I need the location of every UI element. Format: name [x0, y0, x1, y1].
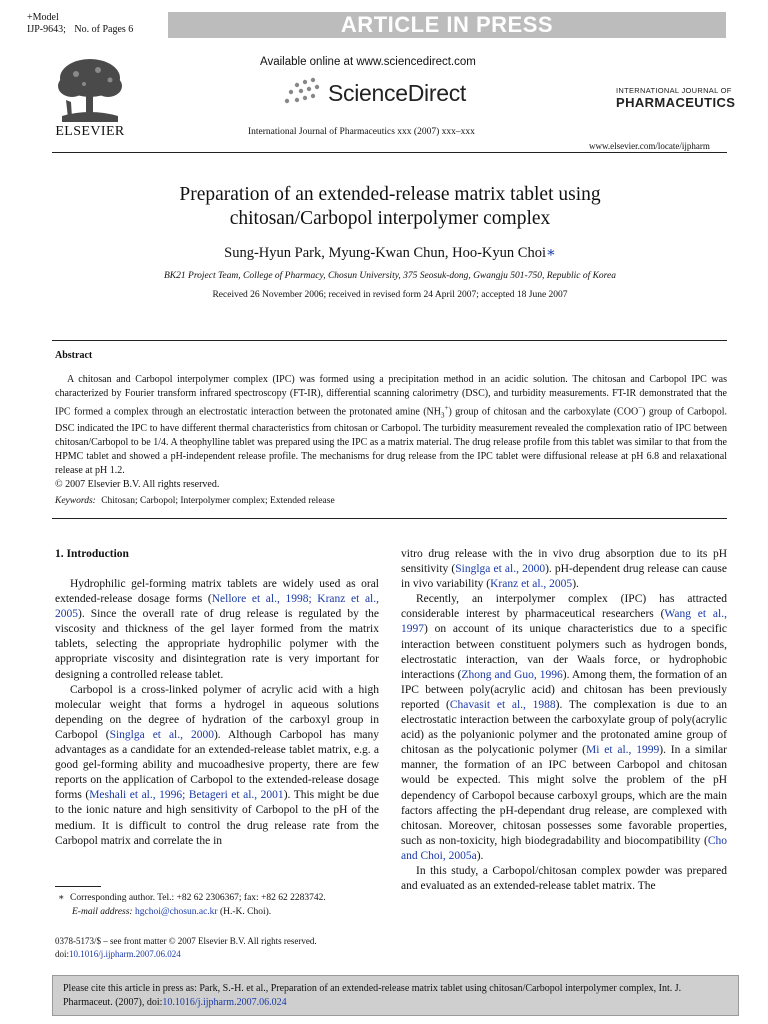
journal-logo-main: PHARMACEUTICS — [616, 95, 736, 110]
text: ). Among them, the formation of an IPC between poly(acrylic acid) and chitosan has been previously reported ( — [401, 668, 728, 711]
text: ). This might be due to the ionic nature and high sensitivity of Carbopol to the pH of the medium. It is difficult to control the drug release rate from the Carbopol matrix and correlate the in — [55, 789, 379, 847]
email-footnote — [72, 905, 271, 919]
article-id-line — [27, 24, 133, 36]
article-meta — [27, 12, 133, 36]
reference-link[interactable]: Wang et al., 1997 — [401, 608, 727, 636]
footnote-mark: ∗ — [58, 893, 65, 903]
journal-citation-line: International Journal of Pharmaceutics xxx (2007) xxx–xxx — [248, 127, 475, 137]
abstract-text-3: ) group of Carbopol. DSC indicated the IPC to have different thermal characteristics from chitosan or Carbopol. The turbidity measurement revealed the complexation ratio of IPC between chitosan/Carbopol to be 1/4. A theophylline tablet was prepared using the IPC as a matrix material. The drug release profile from this tablet was similar to that from the HPMC tablet and showed a pH-independent release profile. The mechanisms for drug release from the IPC tablet were diffusional release at pH 6.8 and relaxational release at pH 1.2. — [55, 406, 727, 477]
abstract-sup-minus: − — [638, 404, 643, 412]
doi-line — [55, 948, 181, 961]
left-column — [55, 577, 379, 849]
article-id: IJP-9643; — [27, 24, 66, 35]
title-line-1: Preparation of an extended-release matrix tablet using — [179, 184, 601, 205]
text: vitro drug release with the in vivo drug absorption due to its pH sensitivity ( — [401, 548, 727, 576]
journal-url[interactable]: www.elsevier.com/locate/ijpharm — [589, 141, 710, 151]
text: ). Although Carbopol has many advantages as a candidate for an extended-release tablet matrix, e.g. a good gel-forming ability and mucoadhesive property, there are few reports on the application of Carbopol to the extended-release dosage forms ( — [55, 728, 379, 802]
email-label: E-mail address: — [72, 907, 133, 917]
section-heading-introduction: 1. Introduction — [55, 548, 129, 560]
text: ). pH-dependent drug release can cause in vivo variability ( — [401, 563, 727, 591]
reference-link[interactable]: Kranz et al., 2005 — [490, 578, 573, 591]
email-name: (H.-K. Choi). — [219, 907, 272, 917]
text: Hydrophilic gel-forming matrix tablets are widely used as oral extended-release dosage forms ( — [55, 578, 379, 606]
corresponding-author-mark[interactable]: ∗ — [545, 245, 556, 261]
reference-link[interactable]: Mi et al., 1999 — [586, 744, 660, 757]
text: ). — [476, 849, 484, 862]
journal-logo-top: INTERNATIONAL JOURNAL OF — [616, 86, 732, 95]
author-list — [90, 245, 690, 262]
text: ). Since the overall rate of drug release is regulated by the viscosity and thickness of the gel layer formed from the matrix tablets, selecting the appropriate hydrophilic polymer with the appropriate viscosity and disintegration rate is very important for designing a controlled release tablet. — [55, 608, 379, 681]
paragraph: In this study, a Carbopol/chitosan complex powder was prepared and evaluated as an extended-release tablet matrix. The — [401, 864, 727, 893]
right-column — [401, 547, 727, 894]
citation-box — [52, 975, 739, 1016]
reference-link[interactable]: Nellore et al., 1998; Kranz et al., 2005 — [55, 593, 379, 621]
paragraph-continued — [401, 547, 727, 592]
footnote-corresponding: Corresponding author. Tel.: +82 62 2306367; fax: +82 62 2283742. — [70, 893, 326, 903]
page-count: No. of Pages 6 — [74, 24, 134, 35]
model-label: +Model — [27, 12, 59, 23]
front-matter-line: 0378-5173/$ – see front matter © 2007 Elsevier B.V. All rights reserved. — [55, 936, 317, 946]
corresponding-footnote — [58, 891, 326, 905]
text: Recently, an interpolymer complex (IPC) has attracted considerable interest by pharmaceutical researchers ( — [401, 593, 727, 621]
elsevier-tree-logo — [52, 56, 128, 124]
copyright: © 2007 Elsevier B.V. All rights reserved. — [55, 479, 220, 491]
authors-text: Sung-Hyun Park, Myung-Kwan Chun, Hoo-Kyun Choi — [224, 245, 546, 261]
article-title — [90, 183, 690, 231]
abstract-text-1: A chitosan and Carbopol interpolymer complex (IPC) was formed using a precipitation method in an acidic solution. The chitosan and Carbopol IPC was characterized by Fourier transform infrared spectroscopy (FT-IR), differential scanning calorimetry (DSC), and turbidity measurements. FT-IR demonstrated that the IPC formed a complex through an electrostatic interaction between the protonated amine (NH — [55, 374, 727, 418]
keywords-label: Keywords: — [55, 496, 96, 506]
doi-label: doi: — [55, 949, 70, 959]
text: ) on account of its unique characteristics due to a specific interaction between constituent polymers such as hydrogen bonds, electrostatic interaction, van der Waals force, or hydrophobic interactions ( — [401, 623, 727, 681]
text: ). In a similar manner, the formation of an IPC between Carbopol and chitosan would be expected. This might solve the problem of the pH dependency of Carbopol because carboxyl groups, which are the main factors affecting the pH-dependant drug release, are complexed with chitosan. Moreover, chitosan possesses some favorable properties, such as non-toxicity, high biodegradability and biocompatibility ( — [401, 744, 727, 847]
available-online: Available online at www.sciencedirect.com — [260, 56, 476, 68]
reference-link[interactable]: Cho and Choi, 2005a — [401, 834, 727, 862]
citation-doi-link[interactable]: 10.1016/j.ijpharm.2007.06.024 — [162, 997, 287, 1008]
sciencedirect-logo: ScienceDirect — [328, 80, 466, 106]
reference-link[interactable]: Chavasit et al., 1988 — [449, 698, 556, 711]
reference-link[interactable]: Zhong and Guo, 1996 — [461, 668, 563, 681]
received-dates: Received 26 November 2006; received in revised form 24 April 2007; accepted 18 June 2007 — [212, 290, 568, 300]
citation-text: Please cite this article in press as: Park, S.-H. et al., Preparation of an extended-release matrix tablet using chitosan/Carbopol interpolymer complex, Int. J. Pharmaceut. (2007), doi: — [63, 983, 682, 1008]
abstract-sub-3: 3 — [441, 411, 445, 420]
abstract-text-2: ) group of chitosan and the carboxylate (COO — [448, 406, 639, 418]
title-line-2: chitosan/Carbopol interpolymer complex — [229, 208, 551, 229]
reference-link[interactable]: Singlga et al., 2000 — [455, 563, 546, 576]
paragraph — [55, 577, 379, 683]
text: ). — [572, 578, 579, 591]
elsevier-wordmark: ELSEVIER — [55, 124, 125, 139]
keywords-rule — [52, 518, 727, 519]
affiliation: BK21 Project Team, College of Pharmacy, Chosun University, 375 Seosuk-dong, Gwangju 501-750, Republic of Korea — [164, 271, 616, 281]
email-link[interactable]: hgchoi@chosun.ac.kr — [134, 907, 218, 917]
abstract-body — [55, 373, 727, 492]
text: Carbopol is a cross-linked polymer of acrylic acid with a high molecular weight that forms a hydrogel in aqueous solutions depending on the degree of hydration of the carboxyl group in Carbopol ( — [55, 683, 379, 741]
header-rule — [52, 152, 727, 153]
keywords — [55, 496, 335, 506]
paragraph — [55, 683, 379, 849]
abstract-heading: Abstract — [55, 350, 93, 361]
paragraph — [401, 592, 727, 864]
article-in-press-label: ARTICLE IN PRESS — [340, 12, 554, 37]
text: ). The complexation is due to an electrostatic interaction between the carboxylate group of poly(acrylic acid) as the polyanionic polymer and the protonated amine group of chitosan as the polycationic polymer ( — [401, 698, 728, 757]
abstract-sup-plus: + — [444, 404, 449, 412]
keywords-text: Chitosan; Carbopol; Interpolymer complex; Extended release — [101, 496, 335, 506]
reference-link[interactable]: Meshali et al., 1996; Betageri et al., 2001 — [89, 789, 284, 802]
reference-link[interactable]: Singlga et al., 2000 — [109, 728, 214, 741]
doi-link[interactable]: 10.1016/j.ijpharm.2007.06.024 — [69, 949, 181, 959]
footnote-rule — [55, 886, 101, 887]
abstract-rule — [52, 340, 727, 341]
sciencedirect-dots-icon — [283, 76, 323, 106]
